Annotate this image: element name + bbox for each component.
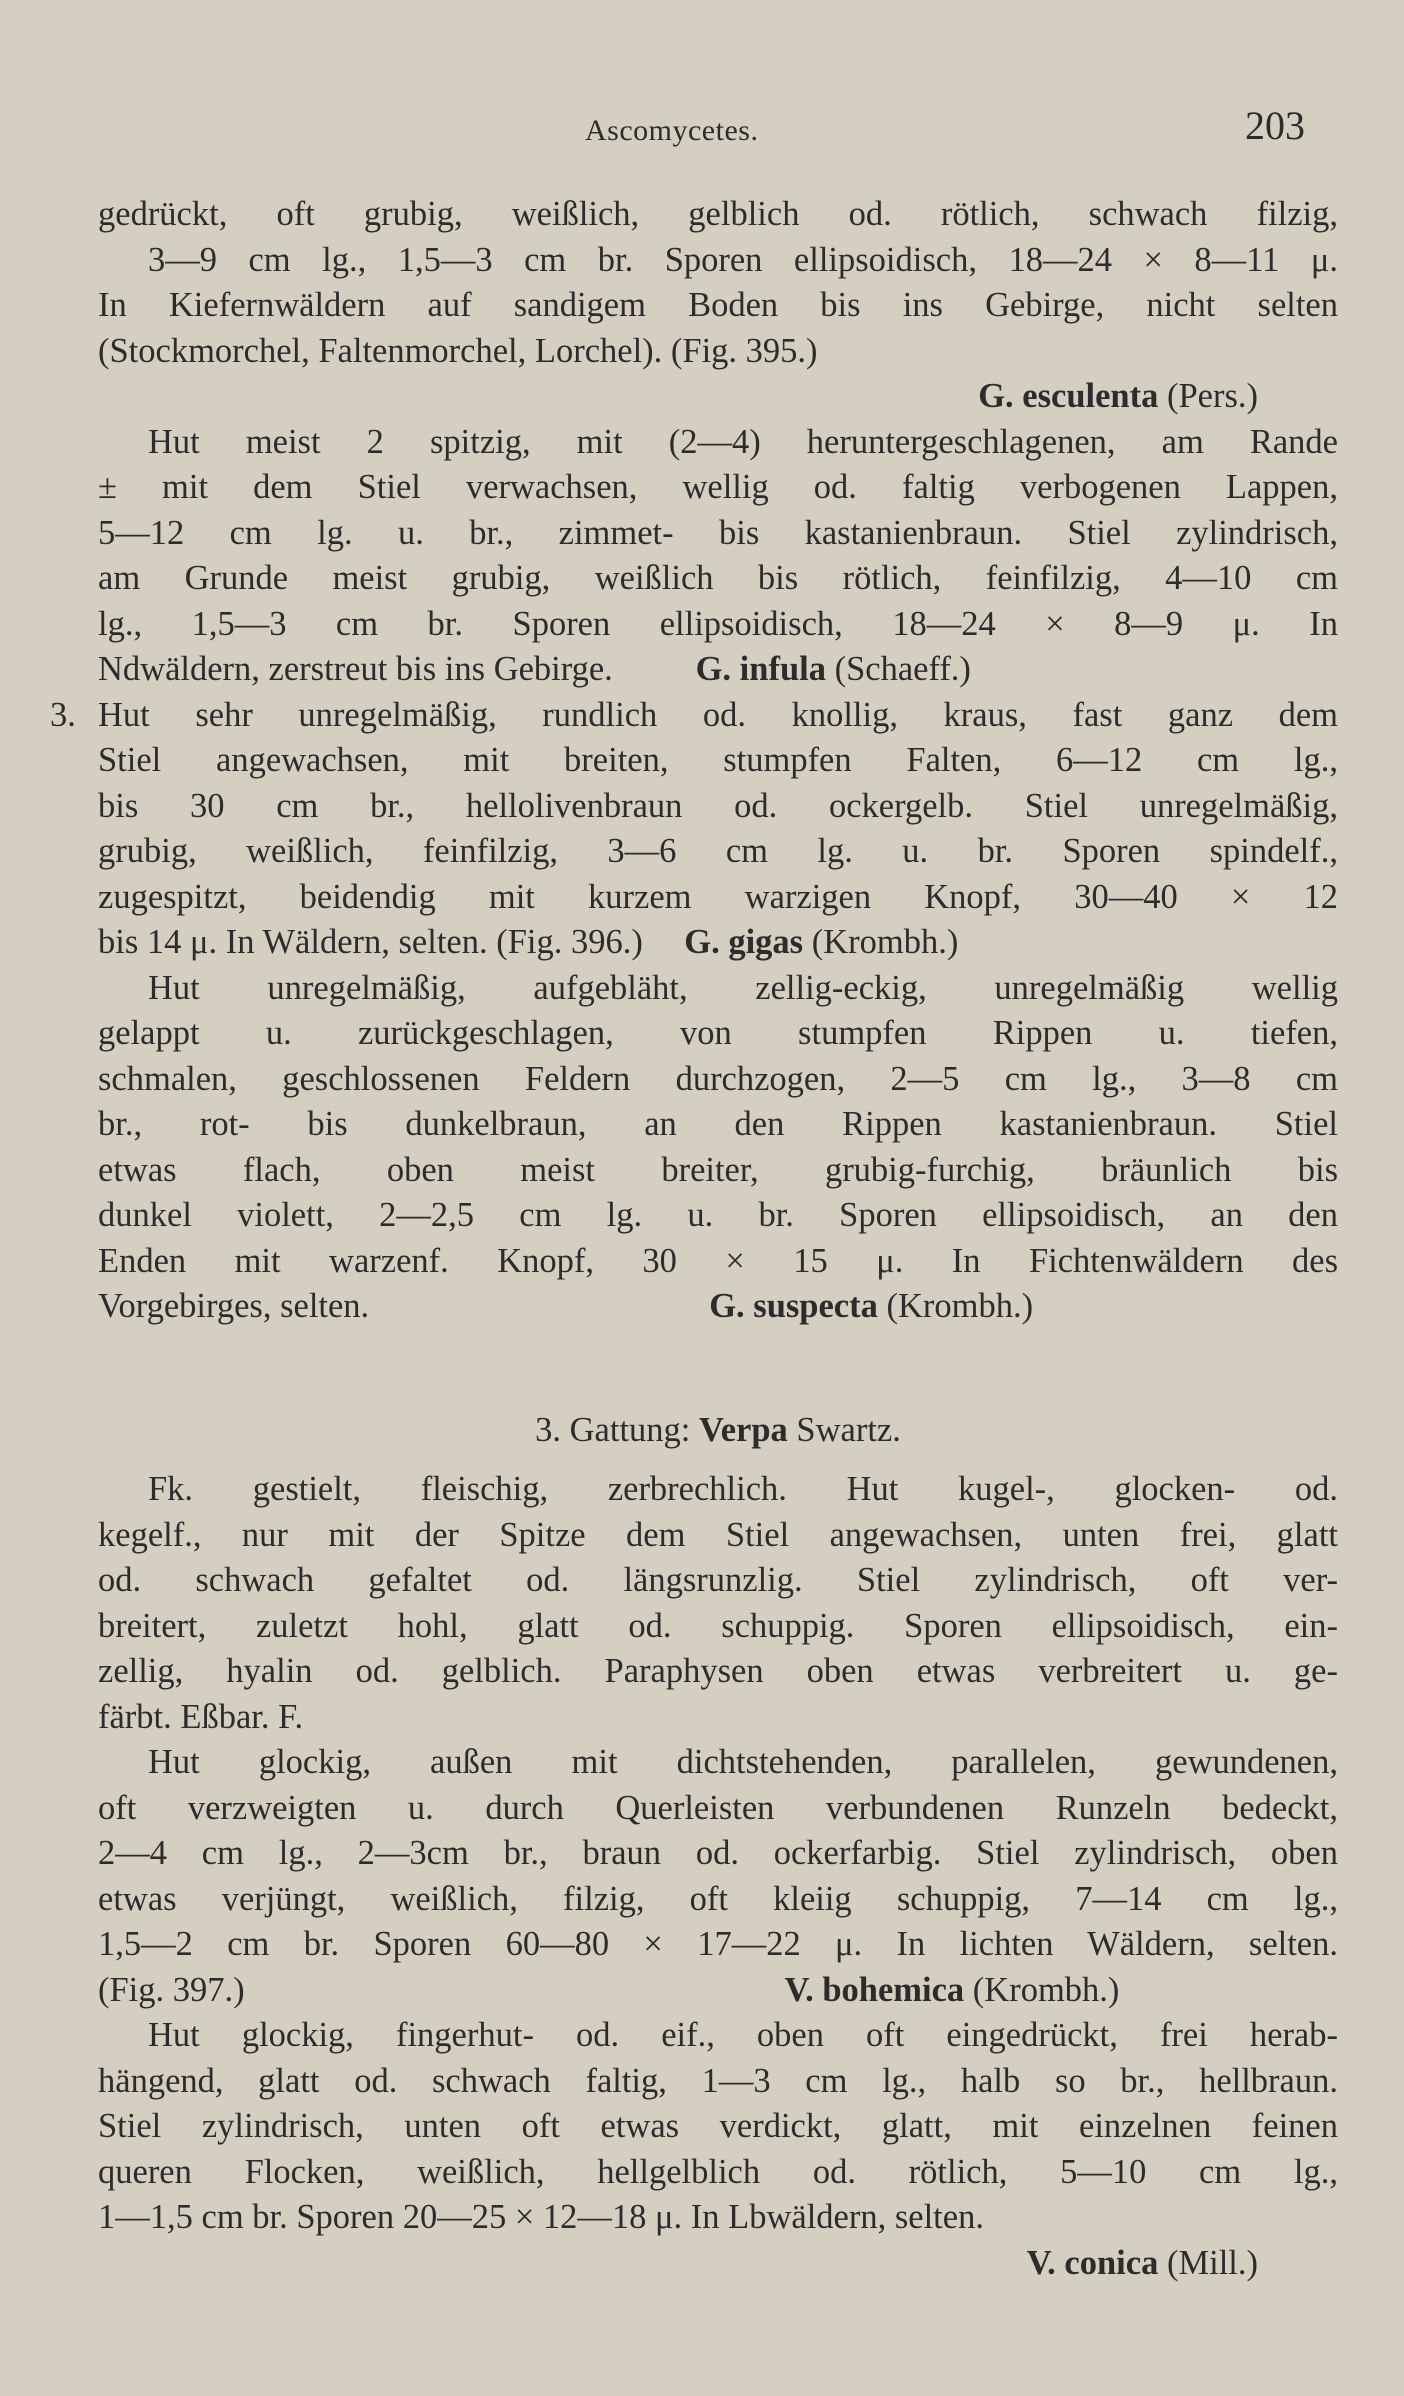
page-body — [50, 192, 1338, 2286]
section-gap — [98, 1330, 1338, 1380]
genus-name: Verpa — [698, 1410, 788, 1449]
text-line: br., rot- bis dunkelbraun, an den Rippen kastanienbraun. Stiel — [98, 1105, 1338, 1143]
species-author: (Mill.) — [1166, 2243, 1258, 2282]
running-head: Ascomycetes. — [585, 114, 759, 147]
species-name-line — [98, 374, 1338, 420]
text-line: queren Flocken, weißlich, hellgelblich od. rötlich, 5—10 cm lg., — [98, 2152, 1338, 2191]
text-line: schmalen, geschlossenen Feldern durchzogen, 2—5 cm lg., 3—8 cm — [98, 1059, 1338, 1098]
item-number: 3. — [50, 695, 76, 734]
text-line: Hut glockig, außen mit dichtstehenden, parallelen, gewundenen, — [148, 1743, 1338, 1781]
text-line: etwas verjüngt, weißlich, filzig, oft kleiig schuppig, 7—14 cm lg., — [98, 1879, 1338, 1918]
species-entry-gigas — [50, 693, 1338, 966]
text-line: Hut meist 2 spitzig, mit (2—4) heruntergeschlagenen, am Rande — [148, 422, 1338, 461]
text-line: Stiel angewachsen, mit breiten, stumpfen Falten, 6—12 cm lg., — [98, 741, 1338, 779]
text-line: grubig, weißlich, feinfilzig, 3—6 cm lg. u. br. Sporen spindelf., — [98, 832, 1338, 870]
species-entry-conica — [98, 2013, 1338, 2286]
species-author: (Krombh.) — [886, 1287, 1034, 1325]
text-line: 5—12 cm lg. u. br., zimmet- bis kastanienbraun. Stiel zylindrisch, — [98, 513, 1338, 552]
species-name-line — [98, 920, 1338, 966]
species-name-line — [98, 1284, 1338, 1330]
text-line: oft verzweigten u. durch Querleisten verbundenen Runzeln bedeckt, — [98, 1788, 1338, 1827]
species-entry-bohemica — [98, 1740, 1338, 2013]
text-line: ± mit dem Stiel verwachsen, wellig od. faltig verbogenen Lappen, — [98, 468, 1338, 506]
species-name: G. gigas — [684, 923, 804, 961]
species-name: G. suspecta — [709, 1287, 878, 1325]
species-name-line — [98, 1968, 1338, 2014]
species-entry-esculenta — [98, 192, 1338, 420]
text-line: 2—4 cm lg., 2—3cm br., braun od. ockerfarbig. Stiel zylindrisch, oben — [98, 1834, 1338, 1872]
genus-prefix: 3. Gattung: — [535, 1410, 691, 1449]
species-name: V. bohemica — [784, 1970, 965, 2009]
text-line: am Grunde meist grubig, weißlich bis rötlich, feinfilzig, 4—10 cm — [98, 559, 1338, 597]
text-line: Enden mit warzenf. Knopf, 30 × 15 μ. In Fichtenwäldern des — [98, 1241, 1338, 1280]
text-line: dunkel violett, 2—2,5 cm lg. u. br. Sporen ellipsoidisch, an den — [98, 1196, 1338, 1234]
text-line: Hut sehr unregelmäßig, rundlich od. knollig, kraus, fast ganz dem — [98, 695, 1338, 734]
species-author: (Schaeff.) — [834, 650, 971, 688]
genus-description — [98, 1467, 1338, 1740]
text-line: Hut unregelmäßig, aufgebläht, zellig-eckig, unregelmäßig wellig — [148, 968, 1338, 1007]
text-line: lg., 1,5—3 cm br. Sporen ellipsoidisch, 18—24 × 8—9 μ. In — [98, 604, 1338, 643]
text-line: Fk. gestielt, fleischig, zerbrechlich. Hut kugel-, glocken- od. — [148, 1470, 1338, 1508]
text-line: In Kiefernwäldern auf sandigem Boden bis ins Gebirge, nicht selten — [98, 286, 1338, 324]
text-line: (Stockmorchel, Faltenmorchel, Lorchel). (Fig. 395.) — [98, 331, 818, 370]
text-line: 1—1,5 cm br. Sporen 20—25 × 12—18 μ. In Lbwäldern, selten. — [98, 2198, 984, 2236]
species-author: (Krombh.) — [972, 1970, 1120, 2009]
text-line: etwas flach, oben meist breiter, grubig-furchig, bräunlich bis — [98, 1150, 1338, 1189]
text-fragment: bis 14 μ. In Wäldern, selten. (Fig. 396.) — [98, 923, 643, 961]
species-name-line — [98, 2241, 1338, 2287]
text-line: hängend, glatt od. schwach faltig, 1—3 cm lg., halb so br., hellbraun. — [98, 2061, 1338, 2100]
species-entry-infula — [98, 420, 1338, 693]
species-name: V. conica — [1026, 2243, 1159, 2282]
text-fragment: (Fig. 397.) — [98, 1970, 245, 2009]
species-author: (Krombh.) — [811, 923, 959, 961]
text-line: 3—9 cm lg., 1,5—3 cm br. Sporen ellipsoidisch, 18—24 × 8—11 μ. — [148, 240, 1338, 279]
species-name: G. esculenta — [978, 377, 1159, 415]
text-line: färbt. Eßbar. F. — [98, 1697, 304, 1736]
text-line: od. schwach gefaltet od. längsrunzlig. Stiel zylindrisch, oft ver- — [98, 1561, 1338, 1599]
text-fragment: Vorgebirges, selten. — [98, 1287, 370, 1325]
genus-author: Swartz. — [796, 1410, 901, 1449]
species-name: G. infula — [695, 650, 826, 688]
genus-heading — [98, 1408, 1338, 1454]
text-line: gedrückt, oft grubig, weißlich, gelblich od. rötlich, schwach filzig, — [98, 195, 1338, 233]
text-line: 1,5—2 cm br. Sporen 60—80 × 17—22 μ. In lichten Wäldern, selten. — [98, 1925, 1338, 1963]
text-line: bis 30 cm br., hellolivenbraun od. ockergelb. Stiel unregelmäßig, — [98, 786, 1338, 825]
text-line: Hut glockig, fingerhut- od. eif., oben oft eingedrückt, frei herab- — [148, 2016, 1338, 2054]
text-line: breitert, zuletzt hohl, glatt od. schuppig. Sporen ellipsoidisch, ein- — [98, 1606, 1338, 1645]
text-fragment: Ndwäldern, zerstreut bis ins Gebirge. — [98, 650, 613, 688]
page-number: 203 — [1245, 103, 1305, 148]
text-line: zugespitzt, beidendig mit kurzem warzigen Knopf, 30—40 × 12 — [98, 877, 1338, 916]
species-author: (Pers.) — [1166, 377, 1258, 415]
text-line: gelappt u. zurückgeschlagen, von stumpfen Rippen u. tiefen, — [98, 1014, 1338, 1052]
text-line: zellig, hyalin od. gelblich. Paraphysen oben etwas verbreitert u. ge- — [98, 1652, 1338, 1690]
text-line: kegelf., nur mit der Spitze dem Stiel angewachsen, unten frei, glatt — [98, 1515, 1338, 1554]
species-name-line — [98, 647, 1338, 693]
species-entry-suspecta — [98, 966, 1338, 1330]
text-line: Stiel zylindrisch, unten oft etwas verdickt, glatt, mit einzelnen feinen — [98, 2107, 1338, 2145]
page-header — [0, 100, 1404, 150]
